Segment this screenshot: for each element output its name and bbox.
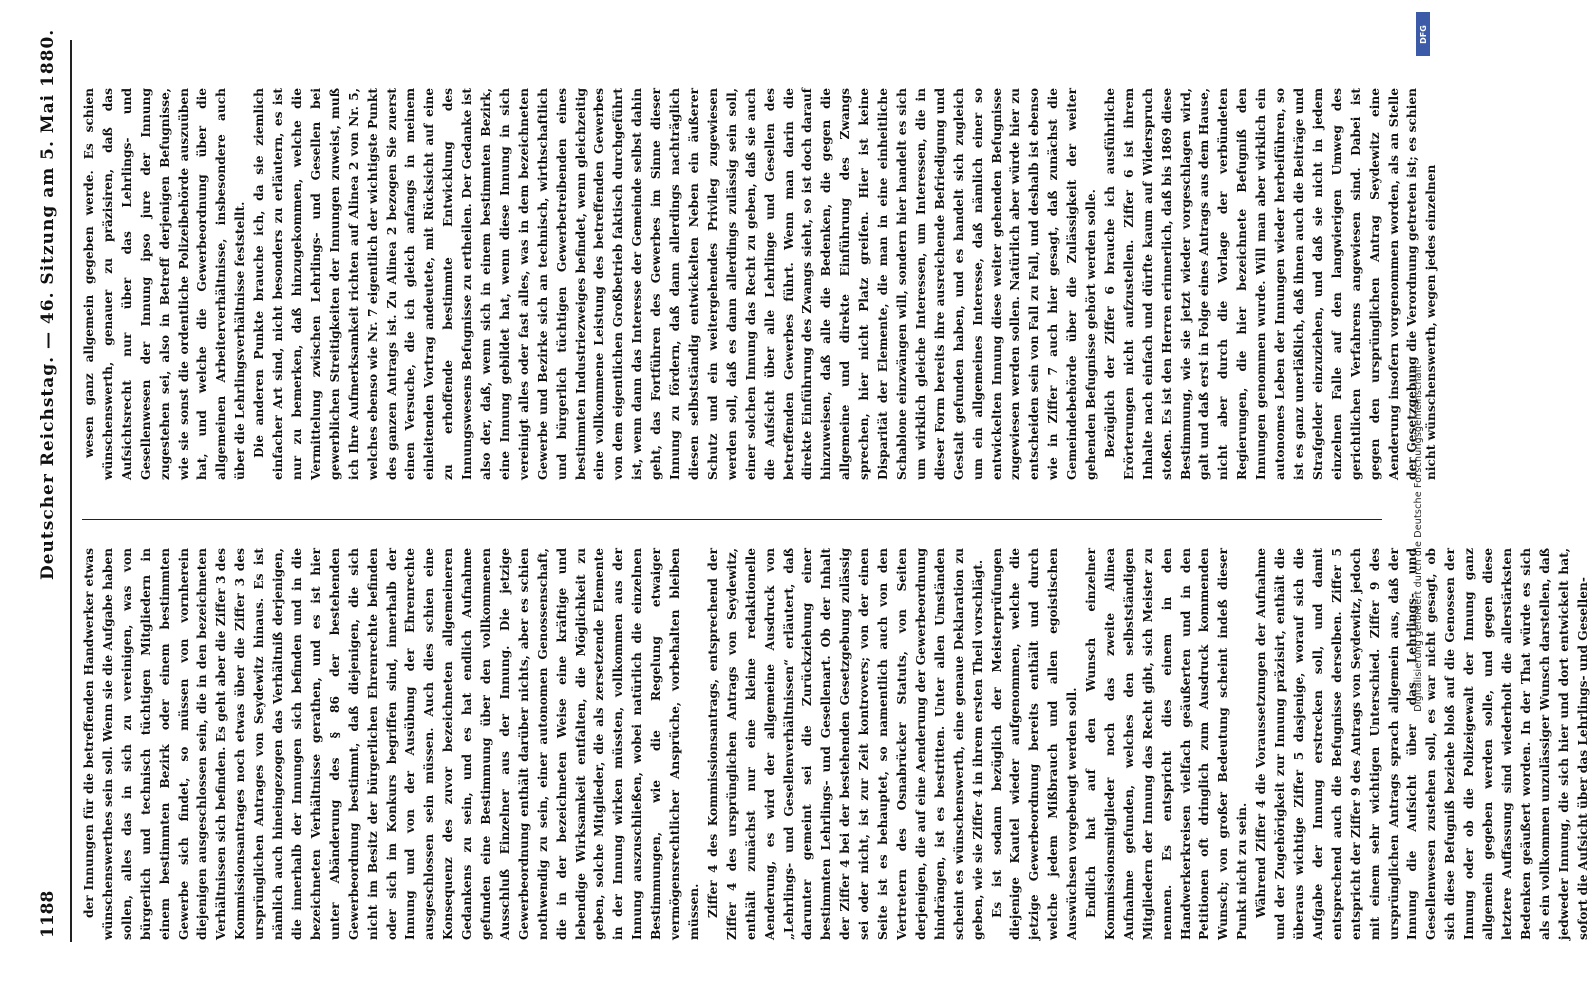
left-paragraph: Endlich hat auf den Wunsch einzelner Kommissionsmitglieder noch das zweite Alinea Aufnahme gefunden, welches den selbstständigen Mitgliedern der Innung das Recht gibt, sich Meister zu nennen. Es entspricht dies einem in den Handwerkerkreisen vielfach geäußerten und in den Petitionen oft dringlich zum Ausdruck kommenden Wunsch; von großer Bedeutung scheint indeß dieser Punkt nicht zu sein. [1084,548,1250,940]
right-paragraph: Die anderen Punkte brauche ich, da sie ziemlich einfacher Art sind, nicht besonders zu erläutern, es ist nur zu bemerken, daß hinzugekommen, welche die Vermittelung zwischen Lehrlings- und Gesellen bei gewerblichen Streitigkeiten der Innungen zuweist, muß ich Ihre Aufmerksamkeit richten auf Alinea 2 von Nr. 5, welches ebenso wie Nr. 7 eigentlich der wichtigste Punkt des ganzen Antrags ist. Zu Alinea 2 bezogen Sie zuerst einen Versuche, die ich gleich anfangs in meinem einleitenden Vortrag andeutete, mit Rücksicht auf eine zu erhoffende bestimmte Entwicklung des Innungswesens Befugnisse zu ertheilen. Der Gedanke ist also der, daß, wenn sich in einem bestimmten Bezirk, eine Innung gebildet hat, wenn diese Innung in sich vereinigt alles oder fast alles, was in dem bezeichneten Gewerbe und Bezirke sich an technisch, wirthschaftlich und bürgerlich tüchtigen Gewerbetreibenden eines bestimmten Industriezweiges befindet, wenn gleichzeitig eine vollkommene Leistung des betreffenden Gewerbes von dem eigentlichen Großbetrieb faktisch durchgeführt ist, wenn dann das Interesse der Gemeinde selbst dahin geht, das Fortführen des Gewerbes im Sinne dieser Innung zu fördern, daß dann allerdings nachträglich diesen selbstständig entwickelten Neben ein äußerer Schutz und ein weitergehendes Privileg zugewiesen werden soll, daß es dann allerdings zulässig sein soll, einer solchen Innung das Recht zu geben, daß sie auch die Aufsicht über alle Lehrlinge und Gesellen des betreffenden Gewerbes führt. Wenn man darin die direkte Einführung des Zwangs sieht, so ist doch darauf hinzuweisen, daß alle die Bedenken, die gegen die allgemeine und direkte Einführung des Zwangs sprechen, hier nicht Platz greifen. Hier ist keine Disparität der Elemente, die man in eine einheitliche Schablone einzwängen will, sondern hier handelt es sich um wirklich gleiche Interessen, um Interessen, die in dieser Form bereits ihre ausreichende Befriedigung und Gestalt gefunden haben, und es handelt sich zugleich um ein allgemeines Interesse, daß nämlich einer so entwickelten Innung diese weiter gehenden Befugnisse zugewiesen werden sollen. Natürlich aber würde hier zu entscheiden sein von Fall zu Fall, und deshalb ist ebenso wie in Ziffer 7 auch hier gesagt, daß zunächst die Gemeindebehörde über die Zulässigkeit der weiter gehenden Befugnisse gehört werden solle. [252,88,1099,480]
column-divider [82,519,1382,520]
page-number: 1188 [38,890,58,938]
left-text-column [80,548,1590,940]
left-paragraph: Ziffer 4 des Kommissionsantrags, entsprechend der Ziffer 4 des ursprünglichen Antrags von Seydewitz, enthält zunächst nur eine kleine redaktionelle Aenderung, es wird der allgemeine Ausdruck von „Lehrlings- und Gesellenverhältnissen“ erläutert, daß darunter gemeint sei die Zurückziehung einer bestimmten Lehrlings- und Gesellenart. Ob der Inhalt der Ziffer 4 bei der bestehenden Gesetzgebung zulässig sei oder nicht, ist zur Zeit kontrovers; von der einen Seite ist es behauptet, so namentlich auch von den Vertretern des Osnabrücker Statuts, von Seiten derjenigen, die auf eine Aenderung der Gewerbeordnung hindrängen, ist es bestritten. Unter allen Umständen scheint es wünschenswerth, eine genaue Deklaration zu geben, wie sie Ziffer 4 in ihrem ersten Theil vorschlägt. [705,548,985,940]
left-paragraph: Während Ziffer 4 die Voraussetzungen der Aufnahme und der Zugehörigkeit zur Innung präzisirt, enthält die überaus wichtige Ziffer 5 dasjenige, worauf sich die Aufgabe der Innung erstrecken soll, und damit entsprechend auch die Befugnisse derselben. Ziffer 5 entspricht der Ziffer 9 des Antrags von Seydewitz, jedoch mit einem sehr wichtigen Unterschied. Ziffer 9 des ursprünglichen Antrags sprach allgemein aus, daß der Innung die Aufsicht über das Lehrlings- und Gesellenwesen zustehen soll, es war nicht gesagt, ob sich diese Befugniß beziehe bloß auf die Genossen der Innung oder ob die Polizeigewalt der Innung ganz allgemein gegeben werden solle, und gegen diese letztere Auffassung sind wiederholt die allerstärksten Bedenken geäußert worden. In der That würde es sich als ein vollkommen unzulässiger Wunsch darstellen, daß jedweder Innung, die sich hier und dort entwickelt hat, sofort die Aufsicht über das Lehrlings- und Gesellen- [1254,548,1590,940]
right-paragraph: Bezüglich der Ziffer 6 brauche ich ausführliche Erörterungen nicht aufzustellen. Ziffer 6 ist ihrem Inhalte nach einfach und dürfte kaum auf Widerspruch stoßen. Es ist den Herren erinnerlich, daß bis 1869 diese Bestimmung, wie sie jetzt wieder vorgeschlagen wird, galt und daß erst in Folge eines Antrags aus dem Hause, nicht aber durch die Vorlage der verbündeten Regierungen, die hier bezeichnete Befugniß den Innungen genommen wurde. Will man aber wirklich ein autonomes Leben der Innungen wieder herbeiführen, so ist es ganz unerläßlich, daß ihnen auch die Beiträge und Strafgelder einzuziehen, und daß sie nicht in jedem einzelnen Falle auf den langwierigen Umweg des gerichtlichen Verfahrens angewiesen sind. Dabei ist gegen den ursprünglichen Antrag Seydewitz eine Aenderung insofern vorgenommen worden, als an Stelle der Gesetzgebung die Verordnung getreten ist; es schien nicht wünschenswerth, wegen jedes einzelnen [1102,88,1439,480]
right-paragraph: wesen ganz allgemein gegeben werde. Es schien wünschenswerth, genauer zu präzisiren, daß das Aufsichtsrecht nur über das Lehrlings- und Gesellenwesen der Innung ipso jure der Innung zugestehen sei, also in Betreff derjenigen Befugnisse, wie sie sonst die ordentliche Polizeibehörde auszuüben hat, und welche die Gewerbeordnung über die allgemeinen Arbeiterverhältnisse, insbesondere auch über die Lehrlingsverhältnisse feststellt. [82,88,248,480]
dfg-logo-text: DFG [1418,24,1428,44]
right-text-column [80,88,1439,480]
dfg-logo [1416,12,1430,56]
digitization-credit: Digitalisierung gefördert durch die Deutsche Forschungsgemeinschaft [1413,365,1424,712]
page-header-title: Deutscher Reichstag. — 46. Sitzung am 5. Mai 1880. [38,28,58,580]
header-rule [70,40,72,942]
credit-strip [1412,335,1430,975]
left-paragraph: der Innungen für die betreffenden Handwerker etwas wünschenswerthes sein soll. Wenn sie die Aufgabe haben sollen, alles das in sich zu vereinigen, was von bürgerlich und technisch tüchtigen Mitgliedern in einem bestimmten Bezirk oder einem bestimmten Gewerbe sich findet, so müssen von vornherein diejenigen ausgeschlossen sein, die in den bezeichneten Verhältnissen sich befinden. Es geht aber die Ziffer 3 des Kommissionsantrages noch etwas über die Ziffer 3 des ursprünglichen Antrages von Seydewitz hinaus. Es ist nämlich auch hineingezogen das Verhältniß derjenigen, die innerhalb der Innungen sich befinden und in die bezeichneten Verhältnisse gerathen, und es ist hier unter Abänderung des § 86 der bestehenden Gewerbeordnung bestimmt, daß diejenigen, die sich nicht im Besitz der bürgerlichen Ehrenrechte befinden oder sich im Konkurs begriffen sind, innerhalb der Innung und von der Ausübung der Ehrenrechte ausgeschlossen sein müssen. Auch dies schien eine Konsequenz des zuvor bezeichneten allgemeineren Gedankens zu sein, und es hat endlich Aufnahme gefunden eine Bestimmung über den vollkommenen Ausschluß Einzelner aus der Innung. Die jetzige Gewerbeordnung enthält darüber nichts, aber es schien nothwendig zu sein, einer autonomen Genossenschaft, die in der bezeichneten Weise eine kräftige und lebendige Wirksamkeit entfalten, die Möglichkeit zu geben, solche Mitglieder, die als zersetzende Elemente in der Innung wirken müssten, vollkommen aus der Innung auszuschließen, wobei natürlich die einzelnen Bestimmungen, wie die Regelung etwaiger vermögensrechtlicher Ansprüche, vorbehalten bleiben müssen. [82,548,701,940]
left-paragraph: Es ist sodann bezüglich der Meisterprüfungen diejenige Kautel wieder aufgenommen, welche die jetzige Gewerbeordnung bereits enthält und durch welche jedem Mißbrauch und allen egoistischen Auswüchsen vorgebeugt werden soll. [989,548,1080,940]
